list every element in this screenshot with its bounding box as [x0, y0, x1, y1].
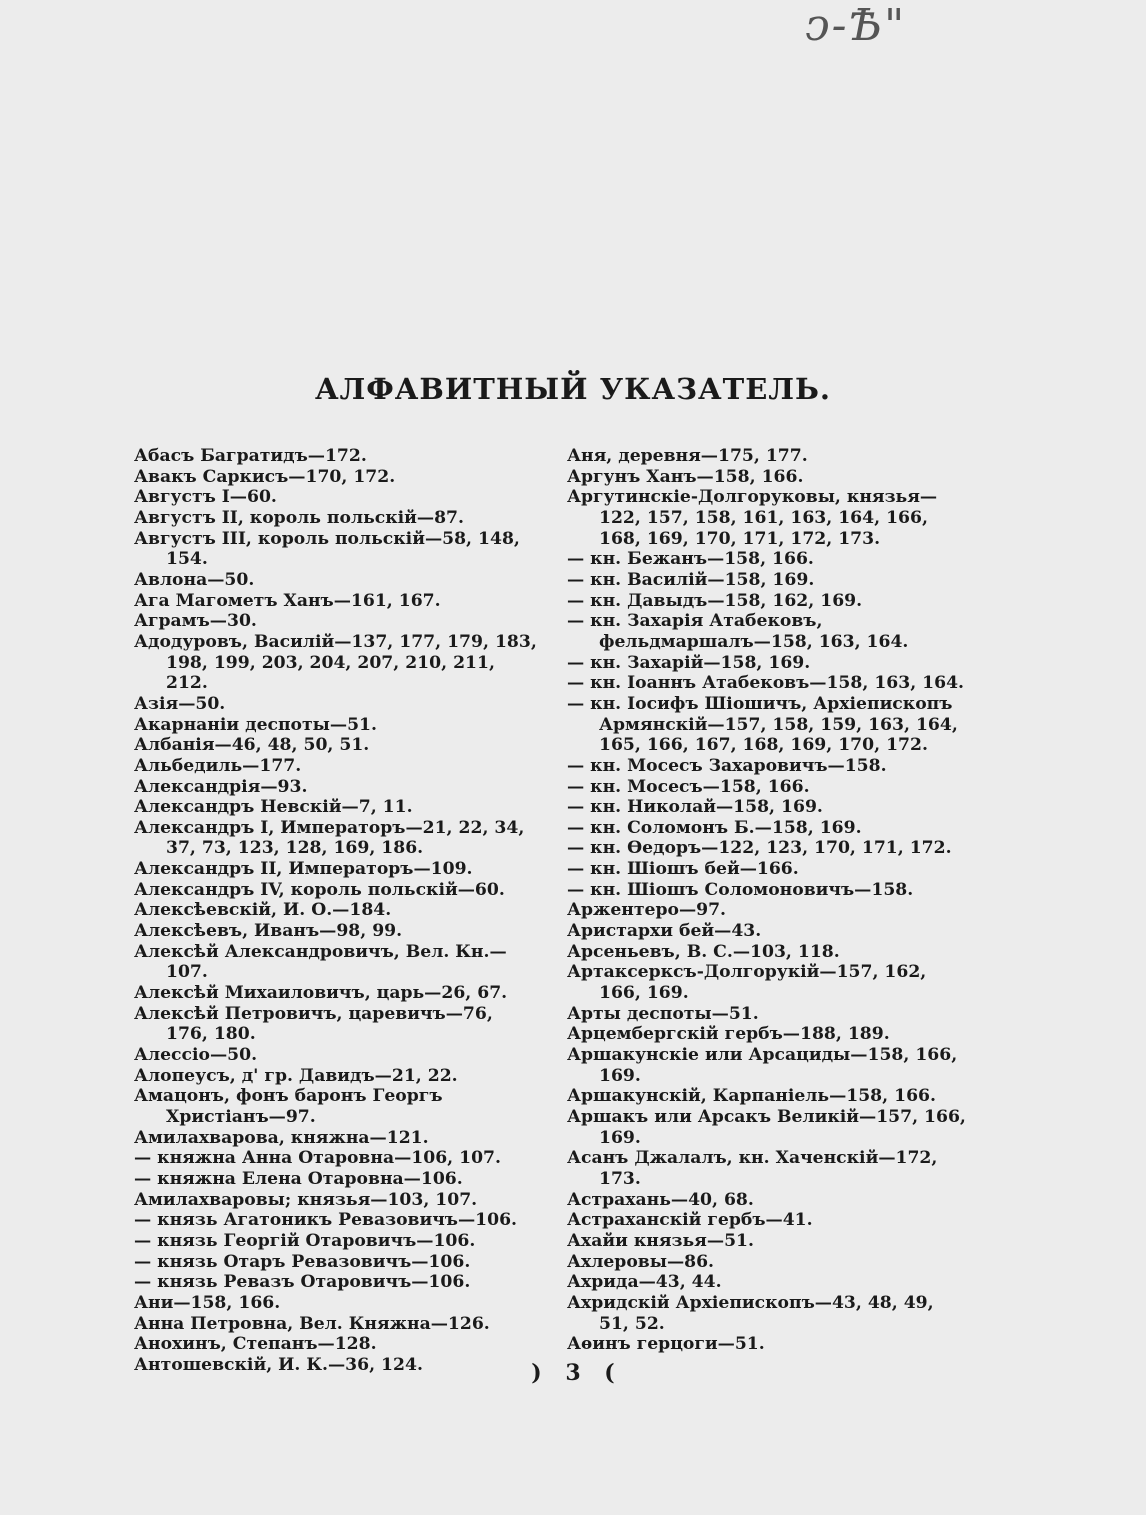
index-entry: — кн. Мосесъ—158, 166. — [567, 776, 810, 797]
index-entry: — кн. Шіошъ бей—166. — [567, 859, 799, 880]
index-entry: Албанія—46, 48, 50, 51. — [134, 735, 370, 756]
index-entry: Артаксерксъ-Долгорукій—157, 162, 166, 169. — [567, 962, 927, 1004]
index-entry: — княжна Елена Отаровна—106. — [134, 1168, 463, 1189]
archive-stamp: ↄ-Ѣ" — [805, 0, 907, 51]
index-entry: Аѳинъ герцоги—51. — [567, 1334, 765, 1355]
index-entry: — князь Агатоникъ Ревазовичъ—106. — [134, 1210, 518, 1231]
index-entry: Алексѣй Петровичъ, царевичъ—76, 176, 180. — [134, 1003, 493, 1045]
index-entry: — кн. Бежанъ—158, 166. — [567, 549, 814, 570]
index-entry: — кн. Захарій—158, 169. — [567, 652, 811, 673]
index-entry: Александрія—93. — [134, 776, 308, 797]
index-entry: Ахридскій Архіепископъ—43, 48, 49, 51, 52. — [567, 1292, 934, 1334]
index-entry: Александръ I, Императоръ—21, 22, 34, 37, 73, 123, 128, 169, 186. — [134, 817, 525, 859]
index-entry: Алексѣевъ, Иванъ—98, 99. — [134, 921, 403, 942]
index-entry: Аржентеро—97. — [567, 900, 727, 921]
index-entry: Аграмъ—30. — [134, 611, 257, 632]
index-entry: Августъ I—60. — [134, 487, 277, 508]
index-entry: Адодуровъ, Василій—137, 177, 179, 183, 198, 199, 203, 204, 207, 210, 211, 212. — [134, 631, 537, 694]
index-entry: Аршакунскіе или Арсациды—158, 166, 169. — [567, 1045, 958, 1086]
index-entry: Александръ IV, король польскій—60. — [134, 879, 505, 900]
index-column-right — [567, 446, 967, 1355]
index-entry: — князь Ревазъ Отаровичъ—106. — [134, 1272, 471, 1293]
index-entry: — кн. Мосесъ Захаровичъ—158. — [567, 755, 887, 776]
index-entry: Авлона—50. — [134, 569, 255, 590]
index-entry: Авакъ Саркисъ—170, 172. — [134, 466, 396, 487]
index-entry: Аршакунскій, Карпаніель—158, 166. — [567, 1086, 936, 1107]
index-entry: — кн. Василій—158, 169. — [567, 569, 815, 590]
index-entry: Азія—50. — [134, 693, 226, 714]
index-entry: Алексѣй Михаиловичъ, царь—26, 67. — [134, 983, 508, 1004]
index-entry: Ага Магометъ Ханъ—161, 167. — [134, 590, 441, 611]
index-entry: Астрахань—40, 68. — [567, 1189, 754, 1210]
index-entry: Августъ II, король польскій—87. — [134, 507, 465, 528]
index-entry: — кн. Ѳедоръ—122, 123, 170, 171, 172. — [567, 838, 952, 859]
index-entry: Асанъ Джалалъ, кн. Хаченскій—172, 173. — [567, 1148, 938, 1189]
index-entry: Алексѣевскій, И. О.—184. — [134, 900, 392, 921]
index-entry: — кн. Шіошъ Соломоновичъ—158. — [567, 879, 914, 900]
index-entry: Августъ III, король польскій—58, 148, 154. — [134, 528, 520, 570]
page-title: АЛФАВИТНЫЙ УКАЗАТЕЛЬ. — [314, 372, 832, 406]
index-entry: Аристархи бей—43. — [567, 921, 762, 942]
index-entry: — кн. Захарія Атабековъ, фельдмаршалъ—158, 163, 164. — [567, 611, 909, 652]
index-entry: Ани—158, 166. — [134, 1292, 281, 1313]
index-entry: — князь Отаръ Ревазовичъ—106. — [134, 1251, 471, 1272]
page-number: ) 3 ( — [531, 1360, 615, 1386]
index-entry: Аргутинскіе-Долгоруковы, князья—122, 157, 158, 161, 163, 164, 166, 168, 169, 170, 171, 172, 173. — [567, 487, 938, 549]
index-entry: — кн. Николай—158, 169. — [567, 797, 823, 818]
index-entry: Ахрида—43, 44. — [567, 1272, 722, 1293]
index-entry: Александръ Невскій—7, 11. — [134, 797, 413, 818]
index-entry: Ахайи князья—51. — [567, 1230, 754, 1251]
index-entry: Абасъ Багратидъ—172. — [134, 446, 367, 466]
index-entry: Алопеусъ, д' гр. Давидъ—21, 22. — [134, 1065, 458, 1086]
index-entry: Амилахваровы; князья—103, 107. — [134, 1189, 478, 1210]
index-entry: Анна Петровна, Вел. Княжна—126. — [134, 1313, 490, 1334]
index-entry: Амилахварова, княжна—121. — [134, 1127, 429, 1148]
index-entry: — кн. Іосифъ Шіошичъ, Архіепископъ Армянскій—157, 158, 159, 163, 164, 165, 166, 167, 168, 169, 170, 172. — [567, 693, 958, 756]
index-entry: Арцембергскій гербъ—188, 189. — [567, 1024, 890, 1045]
index-entry: Аршакъ или Арсакъ Великій—157, 166, 169. — [567, 1107, 966, 1148]
index-entry: Астраханскій гербъ—41. — [567, 1210, 813, 1231]
index-column-left — [134, 446, 539, 1376]
index-entry: — кн. Давыдъ—158, 162, 169. — [567, 590, 863, 611]
index-entry: — кн. Іоаннъ Атабековъ—158, 163, 164. — [567, 673, 965, 694]
index-entry: Александръ II, Императоръ—109. — [134, 859, 473, 880]
index-entry: — князь Георгій Отаровичъ—106. — [134, 1230, 476, 1251]
index-entry: Арсеньевъ, В. С.—103, 118. — [567, 941, 840, 962]
index-entry: Анохинъ, Степанъ—128. — [134, 1334, 377, 1355]
index-entry: — княжна Анна Отаровна—106, 107. — [134, 1148, 501, 1169]
index-entry: Алессіо—50. — [134, 1045, 258, 1066]
index-entry: Ахлеровы—86. — [567, 1251, 715, 1272]
index-entry: Алексѣй Александровичъ, Вел. Кн.—107. — [134, 941, 507, 983]
index-entry: Антошевскій, И. К.—36, 124. — [134, 1354, 423, 1375]
index-entry: Акарнаніи деспоты—51. — [134, 714, 377, 735]
index-entry: Аня, деревня—175, 177. — [567, 446, 808, 466]
index-entry: Альбедиль—177. — [134, 755, 302, 776]
index-entry: — кн. Соломонъ Б.—158, 169. — [567, 817, 862, 838]
index-entry: Амацонъ, фонъ баронъ Георгъ Христіанъ—97. — [134, 1086, 443, 1127]
index-entry: Арты деспоты—51. — [567, 1003, 759, 1024]
index-entry: Аргунъ Ханъ—158, 166. — [567, 466, 804, 487]
